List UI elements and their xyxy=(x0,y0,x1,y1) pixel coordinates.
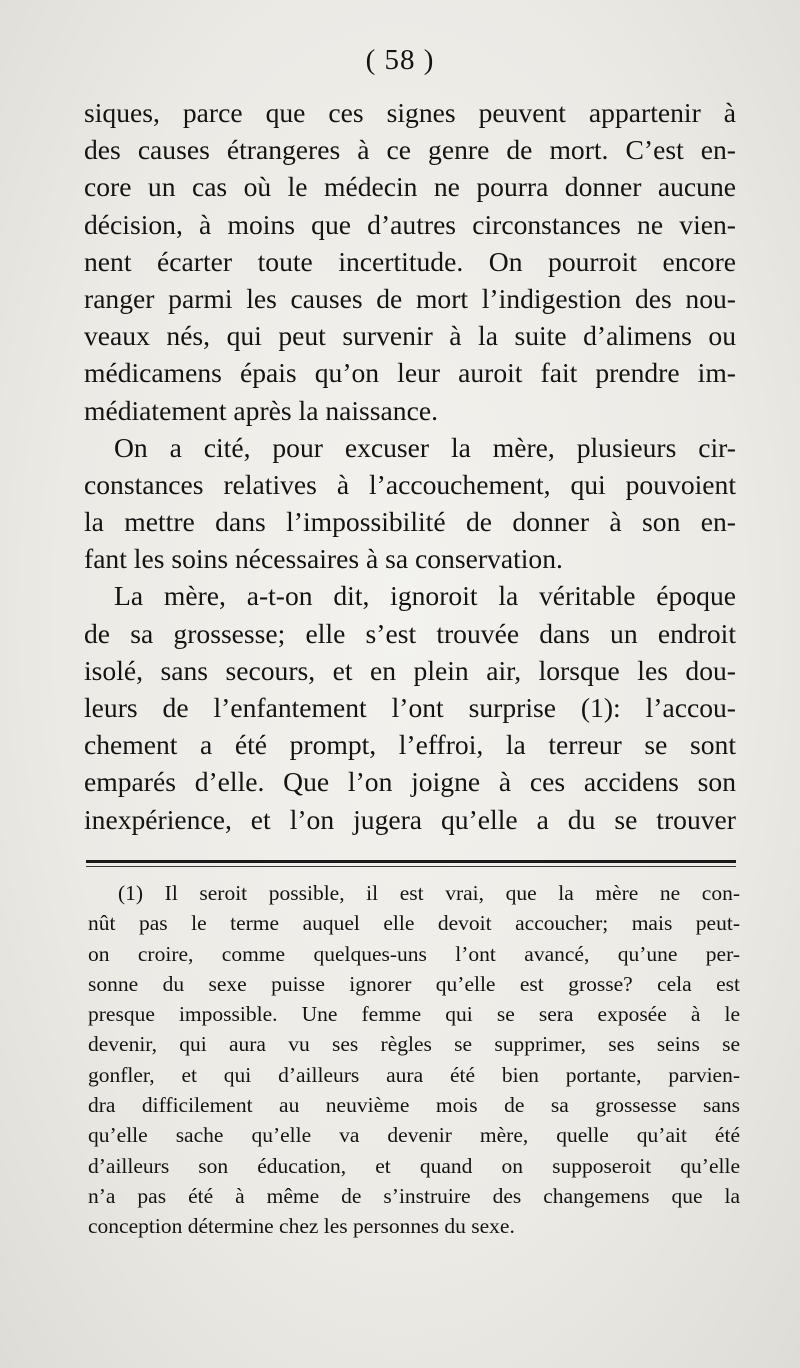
footnote-line: n’a pas été à même de s’instruire des changemens que la xyxy=(88,1183,740,1208)
footnote-line: d’ailleurs son éducation, et quand on supposeroit qu’elle xyxy=(88,1153,740,1178)
body-line: isolé, sans secours, et en plein air, lorsque les dou- xyxy=(84,654,736,686)
footnote-line: gonfler, et qui d’ailleurs aura été bien portante, parvien- xyxy=(88,1062,740,1087)
body-line: inexpérience, et l’on jugera qu’elle a du se trouver xyxy=(84,803,736,835)
body-line: La mère, a-t-on dit, ignoroit la véritable époque xyxy=(114,580,736,612)
footnote-divider xyxy=(86,860,736,863)
body-line: constances relatives à l’accouchement, qui pouvoient xyxy=(84,468,736,500)
footnote-line: devenir, qui aura vu ses règles se supprimer, ses seins se xyxy=(88,1032,740,1057)
footnote-line: sonne du sexe puisse ignorer qu’elle est grosse? cela est xyxy=(88,971,740,996)
body-line: veaux nés, qui peut survenir à la suite d’alimens ou xyxy=(84,320,736,352)
footnote-line: nût pas le terme auquel elle devoit accoucher; mais peut- xyxy=(88,911,740,936)
body-line: fant les soins nécessaires à sa conservation. xyxy=(84,543,563,575)
footnote-line: presque impossible. Une femme qui se sera exposée à le xyxy=(88,1002,740,1027)
page-number: ( 58 ) xyxy=(365,44,435,76)
footnote-divider-thin xyxy=(86,866,736,867)
footnote-line: on croire, comme quelques-uns l’ont avancé, qu’une per- xyxy=(88,941,740,966)
body-line: ranger parmi les causes de mort l’indigestion des nou- xyxy=(84,282,736,314)
body-line: décision, à moins que d’autres circonstances ne vien- xyxy=(84,208,736,240)
footnote-line: dra difficilement au neuvième mois de sa grossesse sans xyxy=(88,1093,740,1118)
body-line: des causes étrangeres à ce genre de mort. C’est en- xyxy=(84,134,736,166)
body-line: On a cité, pour excuser la mère, plusieurs cir- xyxy=(114,431,736,463)
body-line: leurs de l’enfantement l’ont surprise (1): l’accou- xyxy=(84,692,736,723)
body-line: nent écarter toute incertitude. On pourroit encore xyxy=(84,245,736,277)
footnote-line: qu’elle sache qu’elle va devenir mère, quelle qu’ait été xyxy=(88,1123,740,1148)
body-line: emparés d’elle. Que l’on joigne à ces accidens son xyxy=(84,766,736,798)
body-line: siques, parce que ces signes peuvent appartenir à xyxy=(84,97,736,128)
body-line: core un cas où le médecin ne pourra donner aucune xyxy=(84,171,736,203)
body-line: médicamens épais qu’on leur auroit fait prendre im- xyxy=(84,357,736,389)
footnote-line: conception détermine chez les personnes du sexe. xyxy=(88,1214,515,1239)
footnote xyxy=(88,878,740,1242)
body-text xyxy=(84,94,736,838)
body-line: chement a été prompt, l’effroi, la terreur se sont xyxy=(84,729,736,761)
body-line: médiatement après la naissance. xyxy=(84,394,438,426)
body-line: de sa grossesse; elle s’est trouvée dans un endroit xyxy=(84,617,736,649)
footnote-line: (1) Il seroit possible, il est vrai, que la mère ne con- xyxy=(118,881,740,905)
body-line: la mettre dans l’impossibilité de donner à son en- xyxy=(84,506,736,538)
